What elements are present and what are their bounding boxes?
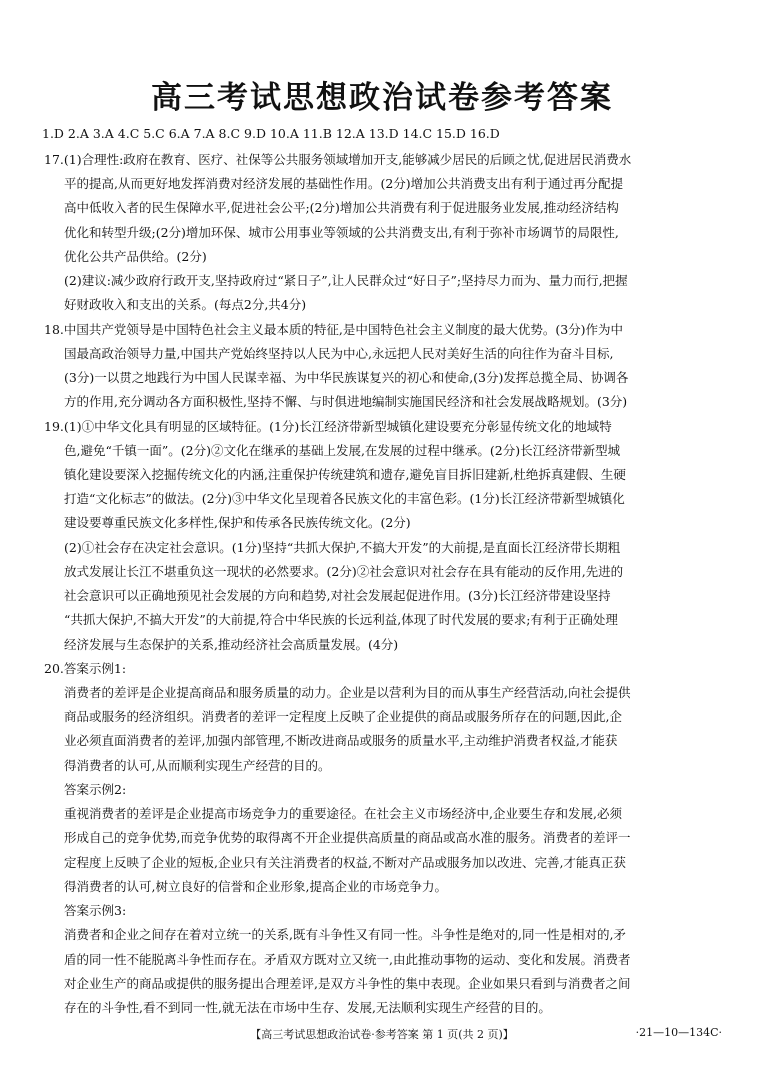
text-line: 17.(1)合理性:政府在教育、医疗、社保等公共服务领域增加开支,能够减少居民的后顾之忧,促进居民消费水 (44, 152, 632, 167)
text-line: 色,避免“千镇一面”。(2分)②文化在继承的基础上发展,在发展的过程中继承。(2分)长江经济带新型城 (64, 442, 621, 458)
multiple-choice-answers: 1.D 2.A 3.A 4.C 5.C 6.A 7.A 8.C 9.D 10.A 11.B 12.A 13.D 14.C 15.D 16.D (42, 126, 500, 141)
text-line: 国最高政治领导力量,中国共产党始终坚持以人民为中心,永远把人民对美好生活的向往作为奋斗目标, (64, 345, 614, 361)
text-line: 放式发展让长江不堪重负这一现状的必然要求。(2分)②社会意识对社会存在具有能动的反作用,先进的 (64, 563, 624, 579)
text-line: 得消费者的认可,树立良好的信誉和企业形象,提高企业的市场竞争力。 (64, 878, 447, 894)
text-line: (2)①社会存在决定社会意识。(1分)坚持“共抓大保护,不搞大开发”的大前提,是直面长江经济带长期粗 (64, 539, 621, 555)
text-line: 消费者和企业之间存在着对立统一的关系,既有斗争性又有同一性。斗争性是绝对的,同一性是相对的,矛 (64, 927, 626, 943)
text-line: 打造“文化标志”的做法。(2分)③中华文化呈现着各民族文化的丰富色彩。(1分)长江经济带新型城镇化 (64, 491, 625, 507)
footer-code: ·21—10—134C· (635, 1026, 722, 1039)
text-line: 19.(1)①中华文化具有明显的区域特征。(1分)长江经济带新型城镇化建设要充分彰显传统文化的地域特 (44, 418, 612, 434)
text-line: 经济发展与生态保护的关系,推动经济社会高质量发展。(4分) (64, 636, 399, 652)
text-line: 方的作用,充分调动各方面积极性,坚持不懈、与时俱进地编制实施国民经济和社会发展战略规划。(3分) (64, 394, 628, 410)
text-line: 答案示例2: (64, 781, 127, 797)
text-line: 建设要尊重民族文化多样性,保护和传承各民族传统文化。(2分) (64, 515, 411, 531)
text-line: (3分)一以贯之地践行为中国人民谋幸福、为中华民族谋复兴的初心和使命,(3分)发挥总揽全局、协调各 (64, 370, 629, 386)
text-line: 优化和转型升级;(2分)增加环保、城市公用事业等领域的公共消费支出,有利于弥补市场调节的局限性, (64, 224, 619, 240)
text-line: 社会意识可以正确地预见社会发展的方向和趋势,对社会发展起促进作用。(3分)长江经济带建设坚持 (64, 588, 611, 604)
text-line: 存在的斗争性,看不到同一性,就无法在市场中生存、发展,无法顺利实现生产经营的目的。 (64, 1000, 551, 1015)
footer-text: 【高三考试思想政治试卷·参考答案 第 1 页(共 2 页)】 (250, 1028, 514, 1041)
text-line: 定程度上反映了企业的短板,企业只有关注消费者的权益,不断对产品或服务加以改进、完善,才能真正获 (64, 854, 626, 870)
text-line: 商品或服务的经济组织。消费者的差评一定程度上反映了企业提供的商品或服务所存在的问题,因此,企 (64, 709, 622, 725)
text-line: 形成自己的竞争优势,而竞争优势的取得离不开企业提供高质量的商品或高水准的服务。消费者的差评一 (64, 830, 631, 846)
text-line: 得消费者的认可,从而顺利实现生产经营的目的。 (64, 757, 331, 773)
text-line: 重视消费者的差评是企业提高市场竞争力的重要途径。在社会主义市场经济中,企业要生存和发展,必须 (64, 806, 622, 822)
text-line: 消费者的差评是企业提高商品和服务质量的动力。企业是以营利为目的而从事生产经营活动,向社会提供 (64, 685, 631, 701)
text-line: 业必须直面消费者的差评,加强内部管理,不断改进商品或服务的质量水平,主动维护消费者权益,才能获 (64, 733, 618, 749)
text-line: 20.答案示例1: (44, 660, 127, 676)
text-line: 平的提高,从而更好地发挥消费对经济发展的基础性作用。(2分)增加公共消费支出有利于通过再分配提 (64, 176, 624, 192)
text-line: 18.中国共产党领导是中国特色社会主义最本质的特征,是中国特色社会主义制度的最大优势。(3分)作为中 (44, 321, 624, 337)
text-line: “共抓大保护,不搞大开发”的大前提,符合中华民族的长远利益,体现了时代发展的要求;有利于正确处理 (64, 612, 618, 628)
page-footer (0, 1026, 764, 1042)
text-line: 好财政收入和支出的关系。(每点2分,共4分) (64, 297, 307, 313)
text-line: 答案示例3: (64, 903, 127, 919)
page-title: 高三考试思想政治试卷参考答案 (151, 80, 613, 116)
text-line: 高中低收入者的民生保障水平,促进社会公平;(2分)增加公共消费有利于促进服务业发展,推动经济结构 (64, 200, 619, 216)
text-line: 镇化建设要深入挖掘传统文化的内涵,注重保护传统建筑和遗存,避免盲目拆旧建新,杜绝拆真建假、生硬 (64, 466, 626, 482)
text-line: 优化公共产品供给。(2分) (64, 248, 207, 264)
text-line: 对企业生产的商品或提供的服务提出合理差评,是双方斗争性的集中表现。企业如果只看到与消费者之间 (64, 975, 631, 991)
text-line: (2)建议:减少政府行政开支,坚持政府过“紧日子”,让人民群众过“好日子”;坚持尽力而为、量力而行,把握 (64, 273, 628, 289)
text-line: 盾的同一性不能脱离斗争性而存在。矛盾双方既对立又统一,由此推动事物的运动、变化和发展。消费者 (64, 951, 631, 967)
